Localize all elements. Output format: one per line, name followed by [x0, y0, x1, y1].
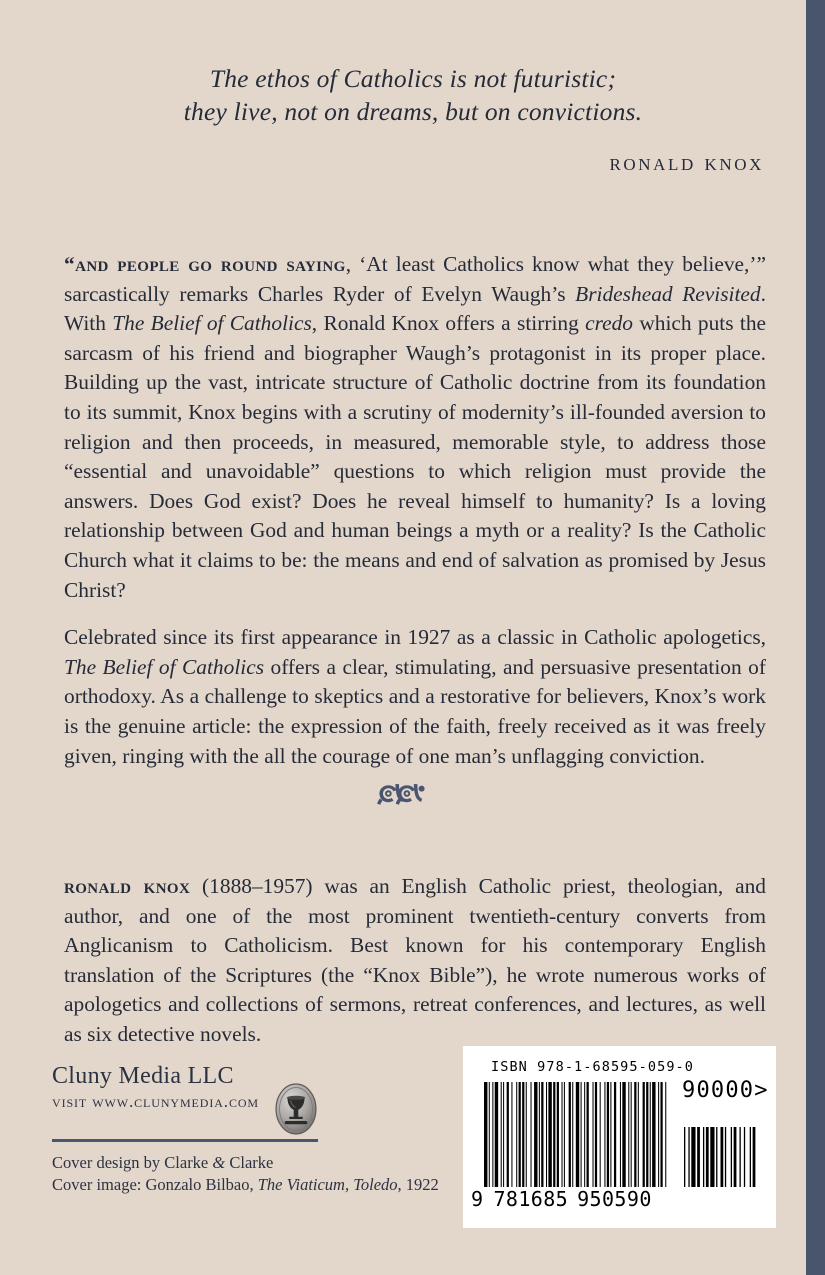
- blurb-title-belief-2: The Belief of Catholics: [64, 654, 265, 679]
- epigraph-line-2: they live, not on dreams, but on convictions.: [183, 97, 643, 126]
- cover-image-credit-prefix: Cover image: Gonzalo Bilbao,: [52, 1174, 258, 1194]
- author-bio-paragraph: [64, 872, 766, 1050]
- epigraph-block: [60, 62, 766, 177]
- author-bio-block: [64, 872, 766, 1050]
- publisher-website[interactable]: visit www.clunymedia.com: [52, 1092, 259, 1111]
- ean-group-1: 781685: [493, 1187, 569, 1211]
- ean-group-2: 950590: [577, 1187, 652, 1211]
- ean13-digits: [471, 1187, 671, 1211]
- blurb-title-belief-1: The Belief of Catholics: [112, 311, 312, 336]
- ean13-barcode: [484, 1082, 670, 1187]
- blurb-paragraph-1: [64, 250, 766, 605]
- author-name: ronald knox: [64, 874, 191, 898]
- barcode-panel: [463, 1046, 776, 1228]
- cover-image-artwork-title: The Viaticum, Toledo: [257, 1174, 398, 1194]
- blurb-p1-text-b: . With: [64, 281, 766, 336]
- blurb-block: [64, 250, 766, 771]
- chalice-seal-logo: [274, 1083, 318, 1135]
- floral-scroll-ornament: [375, 781, 431, 815]
- blurb-paragraph-2: [64, 623, 766, 771]
- addon-price-digits: 90000>: [682, 1078, 769, 1103]
- cover-design-credit: [52, 1152, 472, 1174]
- publisher-name: Cluny Media LLC: [52, 1063, 234, 1089]
- publisher-divider-rule: [52, 1139, 318, 1142]
- spine-strip: [806, 0, 825, 1275]
- cover-design-credit-end: Clarke: [225, 1153, 274, 1172]
- ean5-addon-barcode: [684, 1127, 757, 1187]
- cover-design-credit-text: Cover design by Clarke: [52, 1153, 213, 1172]
- blurb-lead-phrase: “and people go round saying: [64, 252, 346, 276]
- author-bio-text: (1888–1957) was an English Catholic priest, theologian, and author, and one of the most prominent twentieth-century converts from Anglicanism to Catholicism. Best known for his contemporary English translation of the Scriptures (the “Knox Bible”), he wrote numerous works of apologetics and collections of sermons, retreat conferences, and lectures, as well as six detective novels.: [64, 874, 766, 1046]
- cover-image-credit: [52, 1174, 472, 1196]
- isbn-label: ISBN 978-1-68595-059-0: [491, 1059, 695, 1075]
- section-ornament: [0, 781, 806, 815]
- blurb-p1-text-d: which puts the sarcasm of his friend and biographer Waugh’s protagonist in its proper place. Building up the vast, intricate structure of Catholic doctrine from its foundation to its summit, Knox begins with a scrutiny of modernity’s ill-founded aversion to religion and then proceeds, in measured, memorable style, to address those “essential and unavoidable” questions to which religion must provide the answers. Does God exist? Does he reveal himself to humanity? Is a loving relationship between God and human beings a myth or a reality? Is the Catholic Church what it claims to be: the means and end of salvation as promised by Jesus Christ?: [64, 311, 767, 602]
- blurb-p1-text-a: , ‘At least Catholics know what they believe,’” sarcastically remarks Charles Ryder of Evelyn Waugh’s: [64, 252, 766, 306]
- blurb-p1-text-c: , Ronald Knox offers a stirring: [311, 311, 586, 336]
- epigraph-attribution: ronald knox: [609, 150, 764, 176]
- ean-lead-digit: 9: [471, 1187, 484, 1211]
- blurb-p2-text-b: offers a clear, stimulating, and persuasive presentation of orthodoxy. As a challenge to skeptics and a restorative for believers, Knox’s work is the genuine article: the expression of the faith, freely received as it was freely given, ringing with the all the courage of one man’s unflagging conviction.: [64, 654, 766, 768]
- epigraph-line-1: The ethos of Catholics is not futuristic;: [209, 64, 617, 93]
- ampersand-glyph: &: [212, 1153, 226, 1172]
- cover-credits-block: [52, 1152, 472, 1195]
- blurb-title-brideshead: Brideshead Revisited: [575, 281, 761, 306]
- cover-image-credit-suffix: , 1922: [397, 1174, 439, 1194]
- blurb-p2-text-a: Celebrated since its first appearance in 1927 as a classic in Catholic apologetics,: [64, 625, 766, 650]
- blurb-word-credo: credo: [585, 311, 634, 336]
